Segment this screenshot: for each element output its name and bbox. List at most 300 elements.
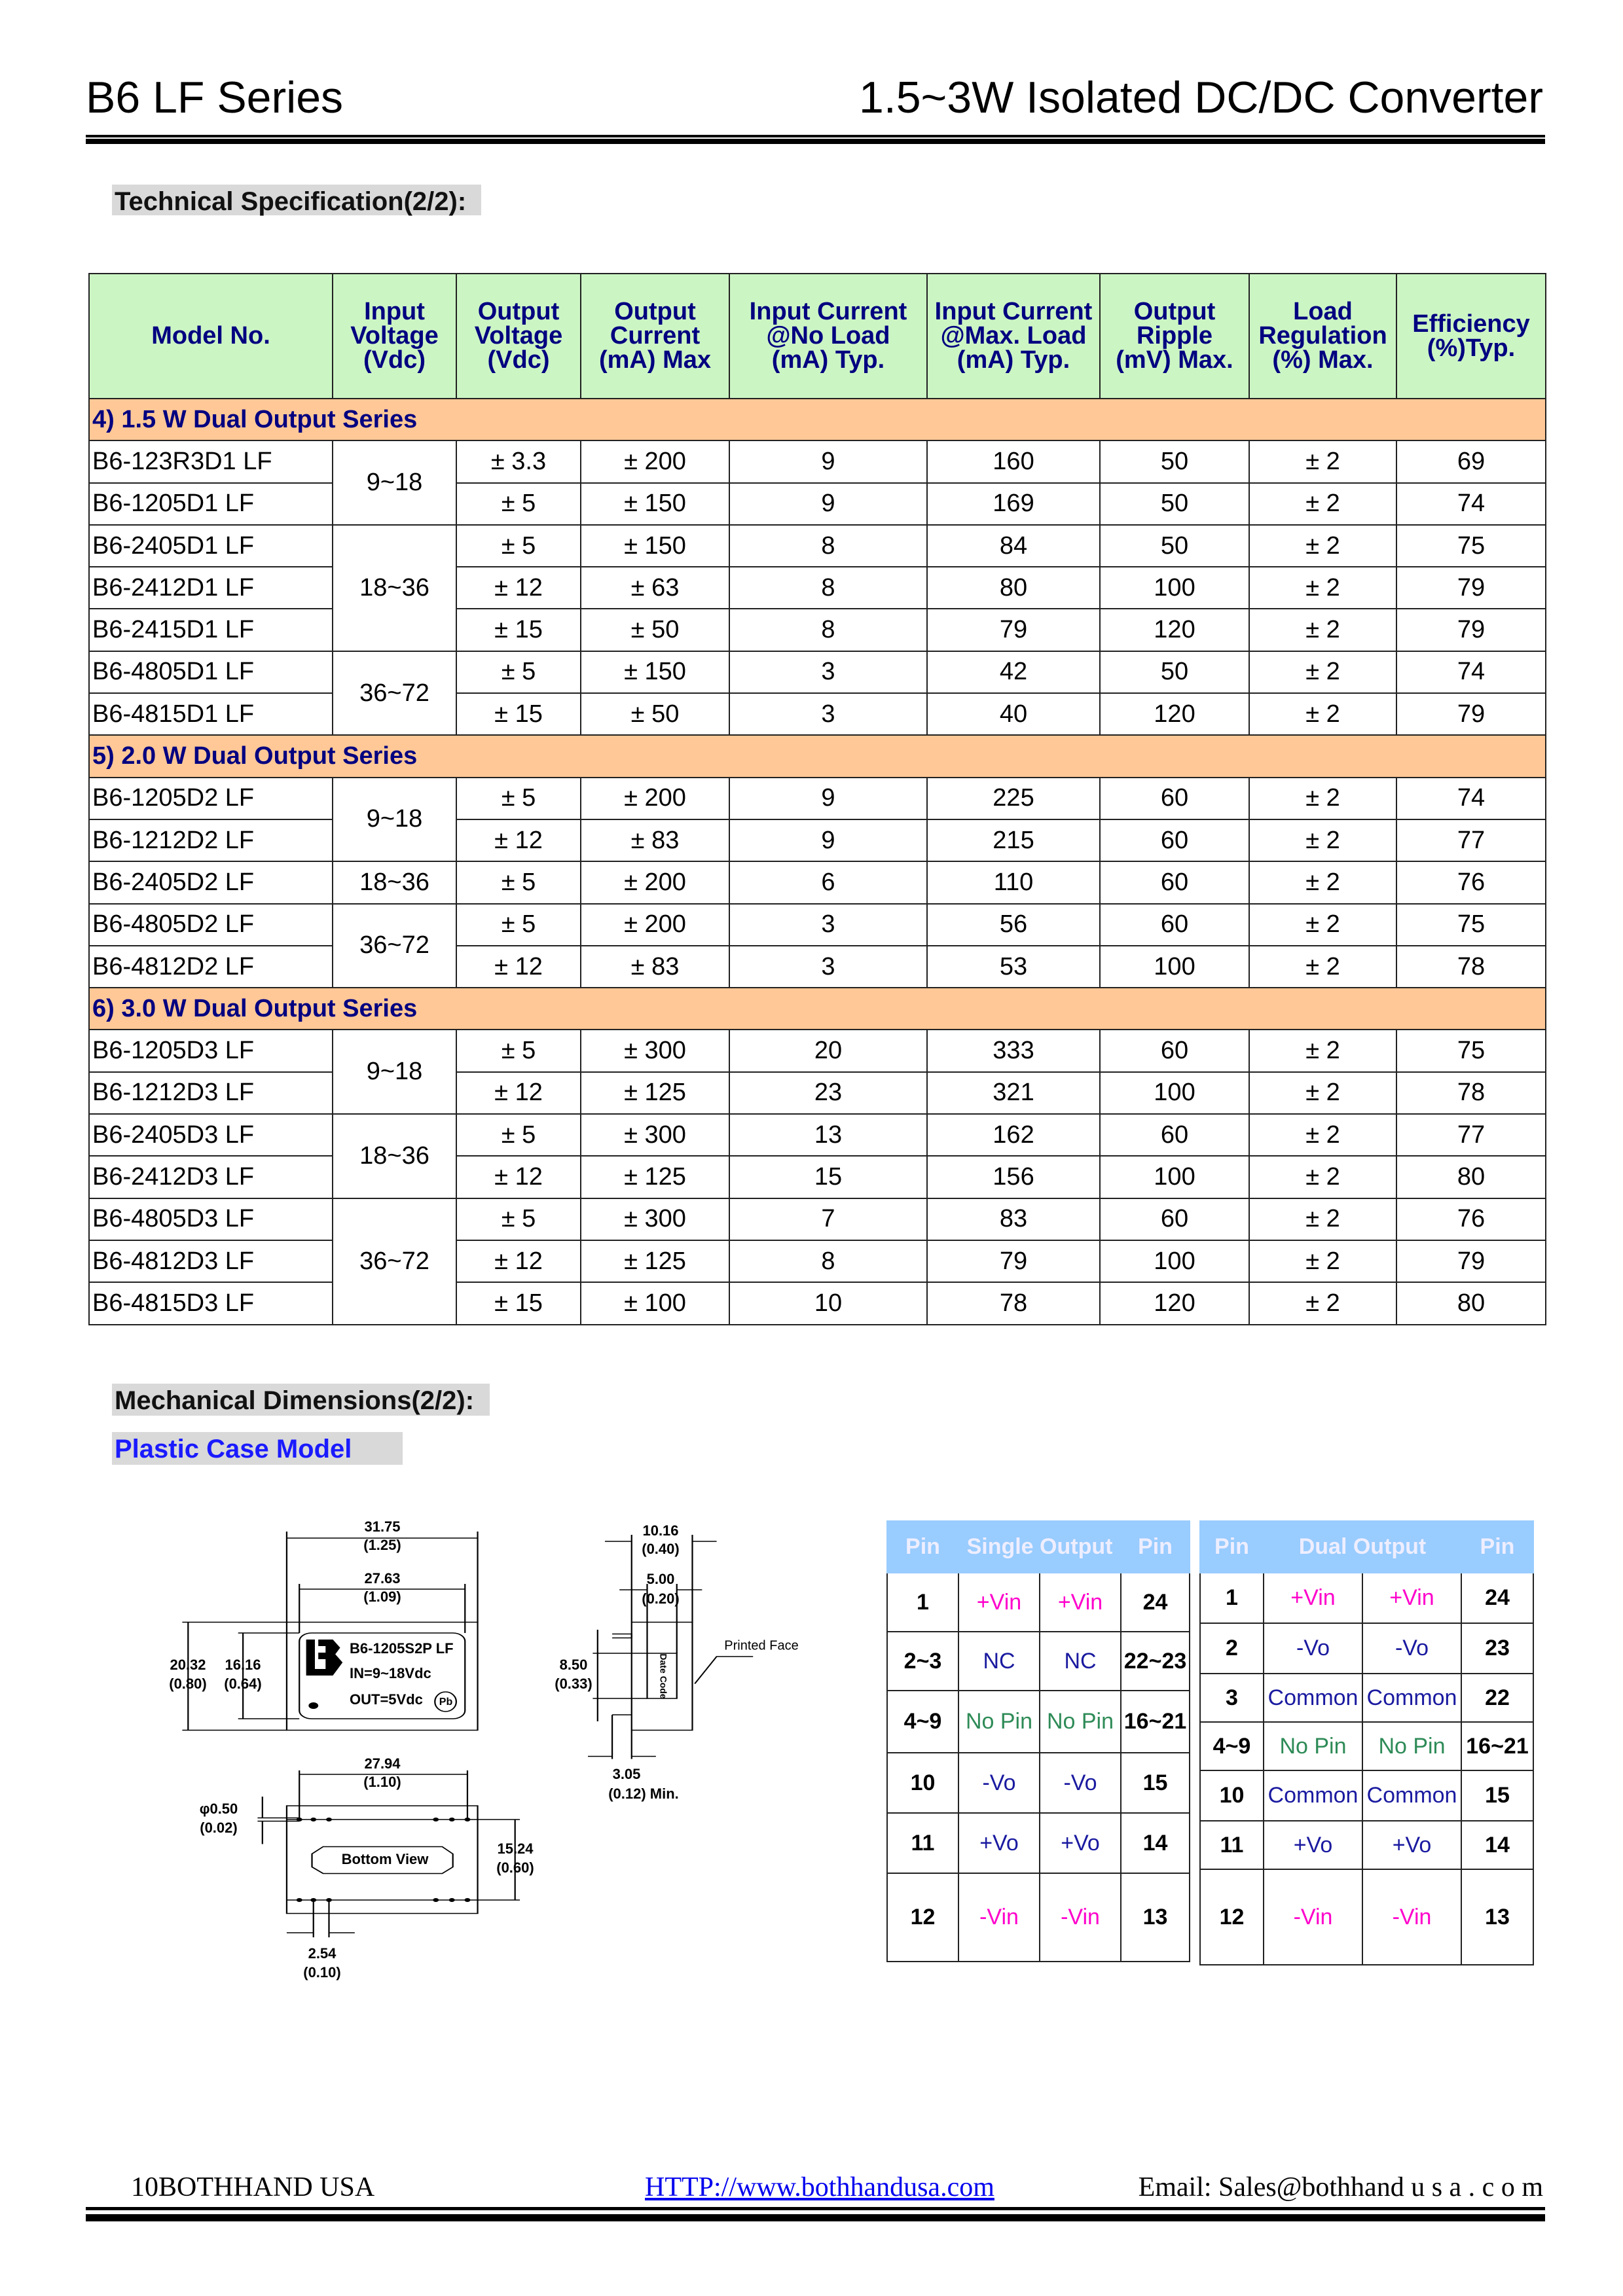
- dim-0-12: (0.12) Min.: [608, 1785, 679, 1802]
- model-cell: B6-4805D3 LF: [89, 1198, 333, 1240]
- footer-company: 10BOTHHAND USA: [131, 2172, 375, 2202]
- value-cell: ± 50: [581, 693, 729, 735]
- value-cell: ± 2: [1249, 483, 1396, 525]
- dim-phi-0-50: φ0.50: [199, 1800, 238, 1817]
- model-cell: B6-4805D1 LF: [89, 651, 333, 693]
- value-cell: ± 5: [456, 1114, 581, 1156]
- dim-0-02: (0.02): [200, 1819, 238, 1836]
- dim-1-09: (1.09): [363, 1588, 401, 1605]
- pin-number: 24: [1461, 1573, 1533, 1623]
- pin-number: 22: [1461, 1674, 1533, 1722]
- value-cell: ± 15: [456, 1282, 581, 1324]
- value-cell: 225: [927, 778, 1100, 819]
- value-cell: 162: [927, 1114, 1100, 1156]
- model-cell: B6-1205D3 LF: [89, 1030, 333, 1071]
- table-row: [89, 819, 1546, 861]
- value-cell: 74: [1396, 651, 1546, 693]
- table-row: [89, 946, 1546, 988]
- value-cell: ± 83: [581, 819, 729, 861]
- value-cell: ± 5: [456, 651, 581, 693]
- model-cell: B6-4815D3 LF: [89, 1282, 333, 1324]
- pin-function: No Pin: [1040, 1691, 1121, 1753]
- input-voltage-cell: 18~36: [333, 525, 456, 651]
- pin-function: -Vin: [1264, 1869, 1362, 1965]
- column-header: Load Regulation (%) Max.: [1249, 274, 1396, 399]
- pin-number: 11: [887, 1813, 958, 1873]
- column-header: Input Voltage (Vdc): [333, 274, 456, 399]
- value-cell: ± 12: [456, 819, 581, 861]
- value-cell: 79: [1396, 609, 1546, 651]
- value-cell: ± 300: [581, 1030, 729, 1071]
- model-cell: B6-1205D1 LF: [89, 483, 333, 525]
- input-voltage-cell: 36~72: [333, 904, 456, 988]
- model-cell: B6-1212D2 LF: [89, 819, 333, 861]
- value-cell: ± 150: [581, 651, 729, 693]
- series-title: B6 LF Series: [86, 73, 344, 122]
- pin-function: -Vo: [958, 1753, 1040, 1813]
- value-cell: 9: [729, 483, 927, 525]
- model-cell: B6-4812D3 LF: [89, 1240, 333, 1282]
- value-cell: 8: [729, 567, 927, 609]
- section-row: [89, 988, 1546, 1030]
- input-voltage-cell: 9~18: [333, 778, 456, 862]
- pin-number: 10: [1200, 1770, 1264, 1821]
- value-cell: 100: [1100, 567, 1249, 609]
- column-header: Output Voltage (Vdc): [456, 274, 581, 399]
- model-cell: B6-2412D1 LF: [89, 567, 333, 609]
- pin-row: [887, 1632, 1190, 1691]
- value-cell: 79: [927, 1240, 1100, 1282]
- value-cell: 8: [729, 1240, 927, 1282]
- pin-number: 15: [1461, 1770, 1533, 1821]
- pin-function: +Vo: [1362, 1821, 1461, 1869]
- mechanical-drawing: [85, 1505, 838, 2016]
- model-cell: B6-2415D1 LF: [89, 609, 333, 651]
- value-cell: ± 2: [1249, 609, 1396, 651]
- pin-row: [887, 1573, 1190, 1632]
- input-voltage-cell: 9~18: [333, 440, 456, 525]
- value-cell: ± 300: [581, 1114, 729, 1156]
- value-cell: 80: [1396, 1156, 1546, 1198]
- value-cell: ± 125: [581, 1156, 729, 1198]
- value-cell: 100: [1100, 946, 1249, 988]
- value-cell: ± 5: [456, 525, 581, 567]
- table-row: [89, 1156, 1546, 1198]
- value-cell: ± 3.3: [456, 440, 581, 482]
- input-voltage-cell: 36~72: [333, 651, 456, 736]
- value-cell: 74: [1396, 483, 1546, 525]
- value-cell: ± 125: [581, 1072, 729, 1114]
- pin-number: 3: [1200, 1674, 1264, 1722]
- input-voltage-cell: 18~36: [333, 1114, 456, 1198]
- logo-icon: [306, 1640, 343, 1676]
- model-cell: B6-2405D1 LF: [89, 525, 333, 567]
- value-cell: ± 12: [456, 1156, 581, 1198]
- pin-function: -Vo: [1040, 1753, 1121, 1813]
- pin-number: 14: [1461, 1821, 1533, 1869]
- section-title: 6) 3.0 W Dual Output Series: [89, 988, 1546, 1030]
- pin-function: +Vin: [1264, 1573, 1362, 1623]
- value-cell: ± 5: [456, 904, 581, 946]
- value-cell: ± 50: [581, 609, 729, 651]
- value-cell: ± 12: [456, 1240, 581, 1282]
- pin-number: 15: [1121, 1753, 1190, 1813]
- pin-number: 22~23: [1121, 1632, 1190, 1691]
- output-header: Dual Output: [1264, 1521, 1461, 1573]
- value-cell: 50: [1100, 440, 1249, 482]
- value-cell: 40: [927, 693, 1100, 735]
- output-header: Single Output: [958, 1521, 1121, 1573]
- model-cell: B6-4815D1 LF: [89, 693, 333, 735]
- value-cell: 74: [1396, 778, 1546, 819]
- value-cell: 77: [1396, 1114, 1546, 1156]
- value-cell: 60: [1100, 1114, 1249, 1156]
- dim-0-60: (0.60): [496, 1859, 534, 1876]
- table-row: [89, 1030, 1546, 1071]
- dim-8-50: 8.50: [559, 1656, 588, 1673]
- pin-row: [1200, 1869, 1533, 1965]
- table-row: [89, 693, 1546, 735]
- value-cell: ± 5: [456, 483, 581, 525]
- pin-row: [1200, 1674, 1533, 1722]
- value-cell: ± 12: [456, 1072, 581, 1114]
- value-cell: 79: [1396, 1240, 1546, 1282]
- pin-function: +Vo: [1264, 1821, 1362, 1869]
- date-code-label: Date Code: [658, 1653, 669, 1699]
- pin-header: Pin: [1121, 1521, 1190, 1573]
- pin-number: 10: [887, 1753, 958, 1813]
- value-cell: ± 15: [456, 609, 581, 651]
- value-cell: 3: [729, 946, 927, 988]
- model-cell: B6-2412D3 LF: [89, 1156, 333, 1198]
- pin-function: Common: [1362, 1770, 1461, 1821]
- value-cell: 78: [1396, 1072, 1546, 1114]
- value-cell: 60: [1100, 778, 1249, 819]
- value-cell: ± 2: [1249, 1240, 1396, 1282]
- pin-header: Pin: [1461, 1521, 1533, 1573]
- pin-function: No Pin: [1362, 1722, 1461, 1770]
- dimension-lines: [182, 1532, 477, 1731]
- dim-0-33: (0.33): [555, 1675, 593, 1692]
- pin-function: -Vo: [1264, 1623, 1362, 1674]
- value-cell: 100: [1100, 1156, 1249, 1198]
- pin-row: [887, 1813, 1190, 1873]
- value-cell: ± 2: [1249, 567, 1396, 609]
- section-title: 5) 2.0 W Dual Output Series: [89, 735, 1546, 777]
- pin-number: 16~21: [1121, 1691, 1190, 1753]
- model-cell: B6-1205D2 LF: [89, 778, 333, 819]
- value-cell: 9: [729, 778, 927, 819]
- dim-1-10: (1.10): [363, 1773, 401, 1790]
- pin-number: 2: [1200, 1623, 1264, 1674]
- value-cell: 53: [927, 946, 1100, 988]
- value-cell: 75: [1396, 525, 1546, 567]
- pin-number: 4~9: [887, 1691, 958, 1753]
- value-cell: 8: [729, 525, 927, 567]
- model-cell: B6-4805D2 LF: [89, 904, 333, 946]
- value-cell: ± 2: [1249, 1156, 1396, 1198]
- pin-number: 4~9: [1200, 1722, 1264, 1770]
- pin-row: [887, 1691, 1190, 1753]
- value-cell: 60: [1100, 904, 1249, 946]
- pin-function: -Vin: [1362, 1869, 1461, 1965]
- dim-5-00: 5.00: [646, 1570, 675, 1587]
- value-cell: 20: [729, 1030, 927, 1071]
- pin-row: [1200, 1722, 1533, 1770]
- pin-header-row: [1200, 1521, 1533, 1573]
- value-cell: 8: [729, 609, 927, 651]
- value-cell: 60: [1100, 1030, 1249, 1071]
- pin-header: Pin: [887, 1521, 958, 1573]
- value-cell: ± 100: [581, 1282, 729, 1324]
- value-cell: 9: [729, 440, 927, 482]
- value-cell: ± 200: [581, 861, 729, 903]
- pin-number: 16~21: [1461, 1722, 1533, 1770]
- table-row: [89, 904, 1546, 946]
- value-cell: ± 2: [1249, 440, 1396, 482]
- pin-function: -Vin: [958, 1873, 1040, 1962]
- value-cell: ± 83: [581, 946, 729, 988]
- value-cell: 15: [729, 1156, 927, 1198]
- value-cell: 321: [927, 1072, 1100, 1114]
- value-cell: 79: [1396, 567, 1546, 609]
- pin1-dot: [308, 1702, 318, 1709]
- pin-row: [1200, 1770, 1533, 1821]
- label-out: OUT=5Vdc: [350, 1691, 423, 1708]
- table-row: [89, 440, 1546, 482]
- pin-header-row: [887, 1521, 1190, 1573]
- value-cell: ± 2: [1249, 693, 1396, 735]
- pin-number: 2~3: [887, 1632, 958, 1691]
- value-cell: 80: [927, 567, 1100, 609]
- spec-header-row: [89, 274, 1546, 399]
- value-cell: 169: [927, 483, 1100, 525]
- value-cell: ± 2: [1249, 1030, 1396, 1071]
- spec-section-title: Technical Specification(2/2):: [112, 185, 481, 215]
- value-cell: ± 5: [456, 778, 581, 819]
- value-cell: ± 2: [1249, 861, 1396, 903]
- value-cell: 69: [1396, 440, 1546, 482]
- pin-number: 12: [887, 1873, 958, 1962]
- value-cell: 84: [927, 525, 1100, 567]
- table-row: [89, 1282, 1546, 1324]
- value-cell: 60: [1100, 1198, 1249, 1240]
- model-cell: B6-123R3D1 LF: [89, 440, 333, 482]
- value-cell: 120: [1100, 609, 1249, 651]
- pin-function: +Vo: [1040, 1813, 1121, 1873]
- pin-table-single: [886, 1520, 1190, 1962]
- pin-number: 13: [1121, 1873, 1190, 1962]
- section-row: [89, 735, 1546, 777]
- pin-number: 23: [1461, 1623, 1533, 1674]
- column-header: Output Current (mA) Max: [581, 274, 729, 399]
- value-cell: 110: [927, 861, 1100, 903]
- value-cell: ± 5: [456, 1198, 581, 1240]
- pin-row: [1200, 1573, 1533, 1623]
- model-cell: B6-2405D2 LF: [89, 861, 333, 903]
- value-cell: 79: [927, 609, 1100, 651]
- pin-number: 12: [1200, 1869, 1264, 1965]
- dim-0-40: (0.40): [642, 1540, 680, 1557]
- table-row: [89, 1114, 1546, 1156]
- value-cell: 13: [729, 1114, 927, 1156]
- value-cell: ± 12: [456, 946, 581, 988]
- table-row: [89, 525, 1546, 567]
- pin-number: 11: [1200, 1821, 1264, 1869]
- value-cell: 23: [729, 1072, 927, 1114]
- value-cell: 6: [729, 861, 927, 903]
- value-cell: ± 2: [1249, 651, 1396, 693]
- dim-20-32: 20.32: [170, 1656, 206, 1673]
- table-row: [89, 1240, 1546, 1282]
- pin-table-dual: [1199, 1520, 1534, 1965]
- value-cell: 56: [927, 904, 1100, 946]
- value-cell: 100: [1100, 1072, 1249, 1114]
- pin-function: +Vo: [958, 1813, 1040, 1873]
- model-cell: B6-4812D2 LF: [89, 946, 333, 988]
- input-voltage-cell: 9~18: [333, 1030, 456, 1114]
- pin-function: Common: [1264, 1674, 1362, 1722]
- table-row: [89, 651, 1546, 693]
- pin-row: [887, 1753, 1190, 1813]
- value-cell: 76: [1396, 1198, 1546, 1240]
- value-cell: 79: [1396, 693, 1546, 735]
- pin-number: 1: [887, 1573, 958, 1632]
- value-cell: 78: [927, 1282, 1100, 1324]
- value-cell: ± 125: [581, 1240, 729, 1282]
- value-cell: ± 5: [456, 861, 581, 903]
- value-cell: ± 200: [581, 904, 729, 946]
- value-cell: 215: [927, 819, 1100, 861]
- pin-function: +Vin: [1040, 1573, 1121, 1632]
- label-pb: Pb: [439, 1696, 453, 1708]
- value-cell: 120: [1100, 693, 1249, 735]
- value-cell: 60: [1100, 819, 1249, 861]
- column-header: Efficiency (%)Typ.: [1396, 274, 1546, 399]
- dim-0-80: (0.80): [169, 1675, 207, 1692]
- value-cell: ± 2: [1249, 1072, 1396, 1114]
- dim-15-24: 15.24: [497, 1840, 534, 1857]
- value-cell: 7: [729, 1198, 927, 1240]
- value-cell: ± 150: [581, 483, 729, 525]
- value-cell: 75: [1396, 1030, 1546, 1071]
- value-cell: 50: [1100, 525, 1249, 567]
- column-header: Output Ripple (mV) Max.: [1100, 274, 1249, 399]
- value-cell: 160: [927, 440, 1100, 482]
- pin-row: [1200, 1623, 1533, 1674]
- value-cell: 50: [1100, 483, 1249, 525]
- label-model: B6-1205S2P LF: [350, 1640, 454, 1657]
- value-cell: 77: [1396, 819, 1546, 861]
- dim-3-05: 3.05: [612, 1765, 641, 1782]
- value-cell: ± 2: [1249, 1282, 1396, 1324]
- table-row: [89, 483, 1546, 525]
- spec-table: [88, 273, 1546, 1325]
- pin-function: Common: [1362, 1674, 1461, 1722]
- pin-function: -Vo: [1362, 1623, 1461, 1674]
- pin-function: +Vin: [958, 1573, 1040, 1632]
- column-header: Model No.: [89, 274, 333, 399]
- model-cell: B6-2405D3 LF: [89, 1114, 333, 1156]
- dim-27-63: 27.63: [364, 1570, 401, 1587]
- value-cell: 80: [1396, 1282, 1546, 1324]
- value-cell: ± 2: [1249, 778, 1396, 819]
- value-cell: 50: [1100, 651, 1249, 693]
- value-cell: 3: [729, 693, 927, 735]
- value-cell: ± 15: [456, 693, 581, 735]
- dim-16-16: 16.16: [225, 1656, 261, 1673]
- value-cell: ± 2: [1249, 819, 1396, 861]
- footer-rule: [86, 2207, 1545, 2221]
- value-cell: ± 2: [1249, 904, 1396, 946]
- input-voltage-cell: 18~36: [333, 861, 456, 903]
- pin-number: 1: [1200, 1573, 1264, 1623]
- table-row: [89, 861, 1546, 903]
- value-cell: ± 200: [581, 778, 729, 819]
- case-model-title: Plastic Case Model: [112, 1432, 403, 1465]
- mech-section-title: Mechanical Dimensions(2/2):: [112, 1384, 490, 1416]
- header-rule: [86, 135, 1545, 144]
- dim-0-64: (0.64): [224, 1675, 262, 1692]
- value-cell: 3: [729, 904, 927, 946]
- value-cell: ± 150: [581, 525, 729, 567]
- table-row: [89, 778, 1546, 819]
- value-cell: ± 63: [581, 567, 729, 609]
- value-cell: 120: [1100, 1282, 1249, 1324]
- column-header: Input Current @No Load (mA) Typ.: [729, 274, 927, 399]
- value-cell: ± 2: [1249, 525, 1396, 567]
- dim-10-16: 10.16: [642, 1522, 679, 1539]
- dim-2-54: 2.54: [308, 1945, 337, 1962]
- value-cell: 75: [1396, 904, 1546, 946]
- section-title: 4) 1.5 W Dual Output Series: [89, 399, 1546, 440]
- input-voltage-cell: 36~72: [333, 1198, 456, 1325]
- dim-31-75: 31.75: [364, 1518, 401, 1535]
- value-cell: 333: [927, 1030, 1100, 1071]
- model-cell: B6-1212D3 LF: [89, 1072, 333, 1114]
- value-cell: ± 2: [1249, 946, 1396, 988]
- pin-number: 24: [1121, 1573, 1190, 1632]
- pin-function: NC: [958, 1632, 1040, 1691]
- dim-27-94: 27.94: [364, 1755, 401, 1772]
- value-cell: ± 5: [456, 1030, 581, 1071]
- product-title: 1.5~3W Isolated DC/DC Converter: [859, 73, 1543, 122]
- dim-1-25: (1.25): [363, 1536, 401, 1553]
- value-cell: 100: [1100, 1240, 1249, 1282]
- value-cell: 60: [1100, 861, 1249, 903]
- value-cell: 42: [927, 651, 1100, 693]
- pin-row: [1200, 1821, 1533, 1869]
- table-row: [89, 1198, 1546, 1240]
- value-cell: ± 2: [1249, 1198, 1396, 1240]
- label-in: IN=9~18Vdc: [350, 1664, 431, 1681]
- pin-function: +Vin: [1362, 1573, 1461, 1623]
- pin-function: No Pin: [1264, 1722, 1362, 1770]
- value-cell: 3: [729, 651, 927, 693]
- pin-function: NC: [1040, 1632, 1121, 1691]
- printed-face-label: Printed Face: [724, 1638, 799, 1653]
- value-cell: ± 200: [581, 440, 729, 482]
- value-cell: ± 300: [581, 1198, 729, 1240]
- pin-function: Common: [1264, 1770, 1362, 1821]
- bottom-view-label: Bottom View: [341, 1850, 429, 1867]
- table-row: [89, 1072, 1546, 1114]
- value-cell: 9: [729, 819, 927, 861]
- pin-number: 13: [1461, 1869, 1533, 1965]
- table-row: [89, 567, 1546, 609]
- value-cell: 156: [927, 1156, 1100, 1198]
- website-link[interactable]: HTTP://www.bothhandusa.com: [645, 2172, 994, 2202]
